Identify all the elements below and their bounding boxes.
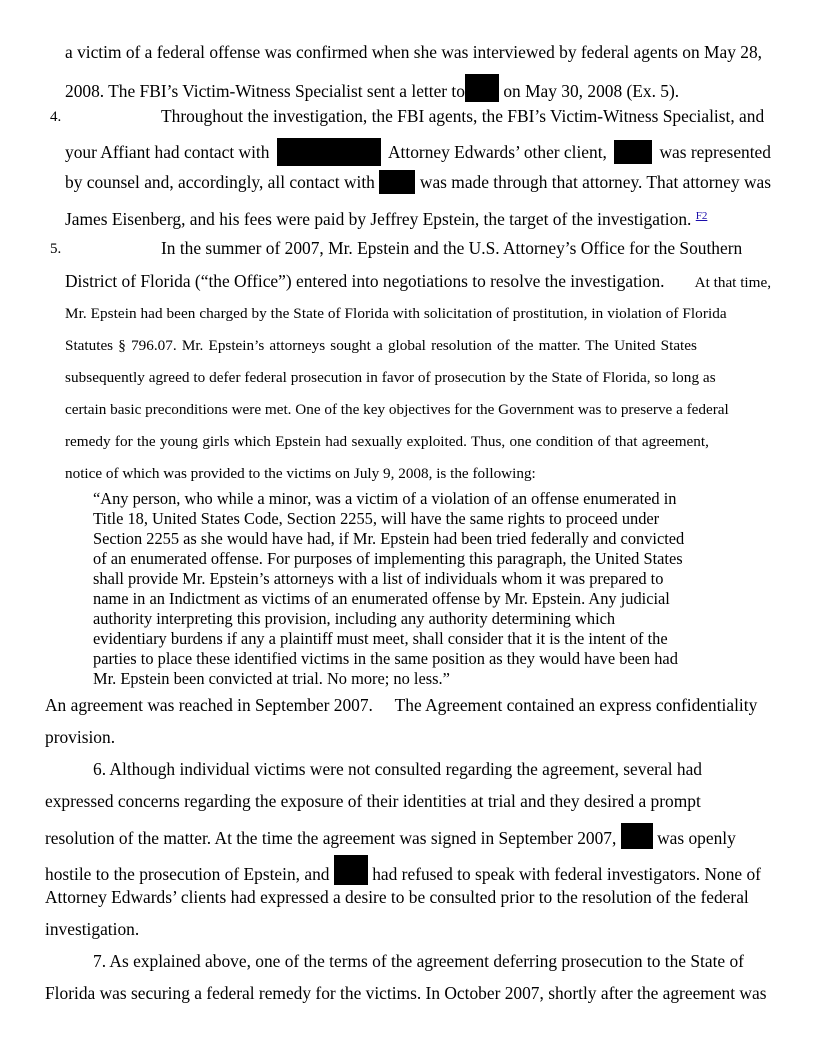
quote-line: Title 18, United States Code, Section 2255, will have the same rights to proceed under (93, 509, 660, 528)
para4-line3: by counsel and, accordingly, all contact with was made through that attorney. That attorney was (65, 172, 771, 192)
para6-line3: resolution of the matter. At the time the agreement was signed in September 2007, was openly (45, 823, 736, 849)
para7-line2: Florida was securing a federal remedy for the victims. In October 2007, shortly after the agreement was (45, 983, 767, 1003)
quote-line: “Any person, who while a minor, was a victim of a violation of an offense enumerated in (93, 489, 677, 508)
redaction-box (614, 140, 652, 164)
quote-line: parties to place these identified victims in the same position as they would have been had (93, 649, 678, 668)
quote-line: name in an Indictment as victims of an enumerated offense by Mr. Epstein. Any judicial (93, 589, 670, 608)
para4-line4: James Eisenberg, and his fees were paid by Jeffrey Epstein, the target of the investigation. $^{F2}$ (65, 209, 708, 229)
para5-line2: District of Florida (“the Office”) entered into negotiations to resolve the investigation. At that time, (65, 271, 771, 291)
para4-number: 4. (50, 109, 62, 125)
para4-line2: your Affiant had contact with Attorney Edwards’ other client, was represented (65, 138, 771, 166)
para5-line7: remedy for the young girls which Epstein had sexually exploited. Thus, one condition of that agreement, (65, 433, 709, 450)
quote-line: authority interpreting this provision, including any authority determining which (93, 609, 616, 628)
para6-line6: investigation. (45, 919, 140, 939)
para6-line4: hostile to the prosecution of Epstein, and had refused to speak with federal investigators. None of (45, 855, 761, 885)
redaction-box (334, 855, 368, 885)
para3-line1: a victim of a federal offense was confirmed when she was interviewed by federal agents on May 28, (65, 42, 762, 62)
para5-line3: Mr. Epstein had been charged by the State of Florida with solicitation of prostitution, in violation of Florida (65, 305, 727, 322)
redaction-box (465, 74, 499, 102)
para7-line1: 7. As explained above, one of the terms of the agreement deferring prosecution to the State of (93, 951, 744, 971)
quote-line: of an enumerated offense. For purposes of implementing this paragraph, the United States (93, 549, 683, 568)
redaction-box (621, 823, 653, 849)
quote-line: evidentiary burdens if any a plaintiff must meet, shall consider that it is the intent of the (93, 629, 668, 648)
para5-line5: subsequently agreed to defer federal prosecution in favor of prosecution by the State of Florida, so long as (65, 369, 716, 386)
para6-line1: 6. Although individual victims were not consulted regarding the agreement, several had (93, 759, 702, 779)
footnote-link[interactable]: F2 (695, 210, 708, 222)
para5-line1: In the summer of 2007, Mr. Epstein and the U.S. Attorney’s Office for the Southern (161, 238, 743, 258)
redaction-box (277, 138, 381, 166)
para5-line4: Statutes § 796.07. Mr. Epstein’s attorneys sought a global resolution of the matter. The United States (65, 337, 697, 354)
redaction-box (379, 170, 415, 194)
quote-line: Section 2255 as she would have had, if Mr. Epstein had been tried federally and convicted (93, 529, 685, 548)
para5-line6: certain basic preconditions were met. One of the key objectives for the Government was to preserve a federal (65, 401, 729, 418)
para5-number: 5. (50, 241, 62, 257)
quote-line: shall provide Mr. Epstein’s attorneys with a list of individuals whom it was prepared to (93, 569, 664, 588)
agreement-reached-line: An agreement was reached in September 2007. The Agreement contained an express confidentiality (45, 695, 758, 715)
agreement-reached-line2: provision. (45, 727, 116, 747)
para3-line2: 2008. The FBI’s Victim-Witness Specialist sent a letter to on May 30, 2008 (Ex. 5). (65, 74, 679, 102)
para6-line2: expressed concerns regarding the exposure of their identities at trial and they desired a prompt (45, 791, 701, 811)
para6-line5: Attorney Edwards’ clients had expressed a desire to be consulted prior to the resolution of the federal (45, 887, 749, 907)
para5-line8: notice of which was provided to the victims on July 9, 2008, is the following: (65, 465, 536, 482)
quote-line: Mr. Epstein been convicted at trial. No more; no less.” (93, 669, 450, 688)
para4-line1: Throughout the investigation, the FBI agents, the FBI’s Victim-Witness Specialist, and (161, 106, 765, 126)
